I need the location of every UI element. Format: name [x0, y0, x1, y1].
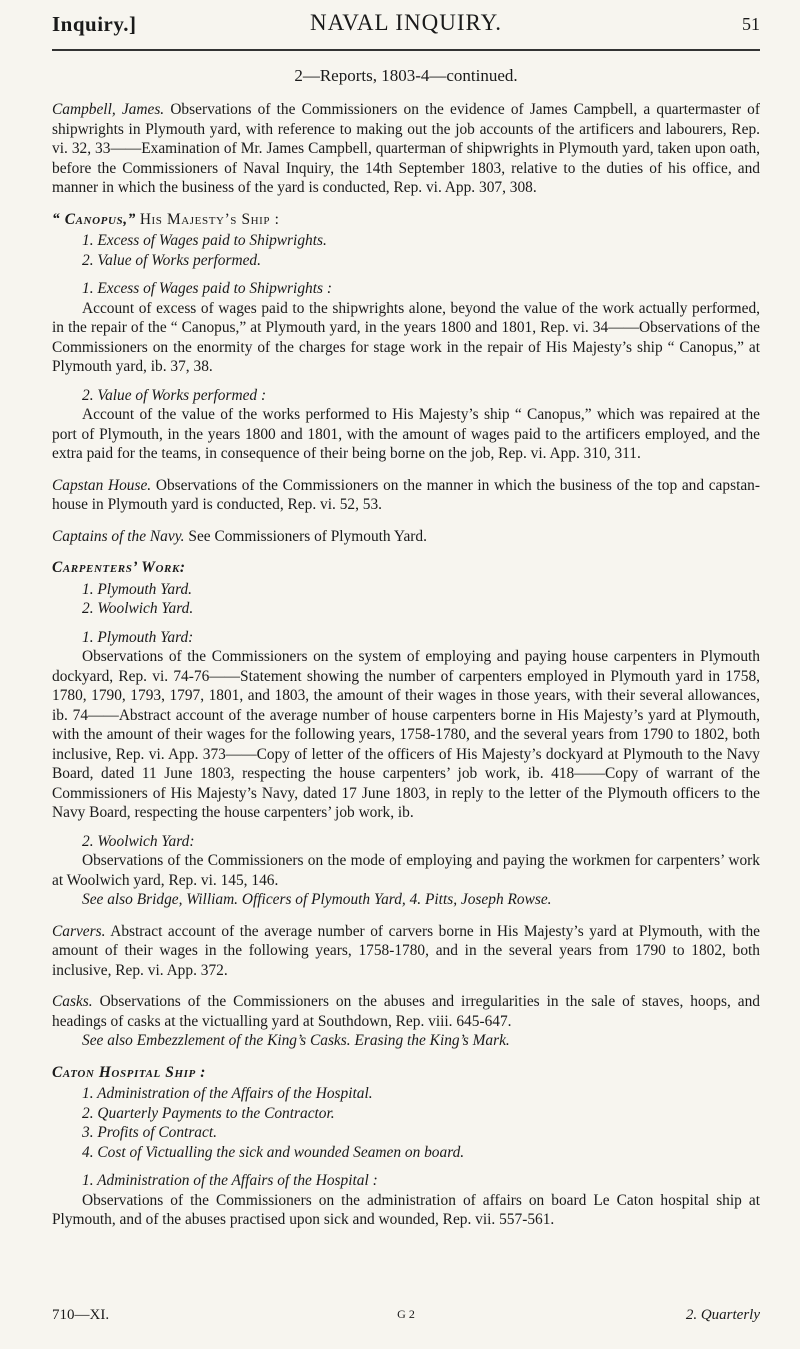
entry-campbell — [52, 100, 760, 198]
header-section-label: Inquiry.] — [52, 12, 137, 36]
footer-print-code: 710—XI. — [52, 1307, 110, 1323]
entry-campbell-text: Observations of the Commissioners on the evidence of James Campbell, a quartermaster of shipwrights in Plymouth yard, with reference to making out the job accounts of the artificers and labourers, Rep. vi. 32, 33——Examination of Mr. James Campbell, quarterman of shipwrights in Plymouth yard, taken upon oath, before the Commissioners of Naval Inquiry, the 14th September 1803, relative to the duties of his office, and manner in which the business of the yard is conducted, Rep. vi. App. 307, 308. — [52, 101, 760, 196]
entry-campbell-name: Campbell, James. — [52, 101, 165, 118]
list-item: 2. Quarterly Payments to the Contractor. — [82, 1104, 335, 1122]
carpenters-sub1-text: Observations of the Commissioners on the system of employing and paying house carpenters in Plymouth dockyard, Rep. vi. 74-76——Statement showing the number of carpenters employed in Plymouth yard in 1758, 1780, 1790, 1793, 1797, 1801, and 1803, the amount of their wages in those years, with their several allowances, ib. 74——Abstract account of the average number of house carpenters borne in His Majesty’s yard at Plymouth, with the amount of their wages for the following years, 1758-1780, and the several years from 1790 to 1802, both inclusive, Rep. vi. App. 373——Copy of letter of the officers of His Majesty’s dockyard at Plymouth to the Navy Board, dated 11 June 1803, respecting the house carpenters’ job work, ib. 418——Copy of warrant of the Commissioners of His Majesty’s Navy, dated 17 June 1803, in reply to the letter of the Plymouth officers to the Navy Board, respecting the house carpenters’ job work, ib. — [52, 648, 760, 821]
entry-carpenters-heading — [52, 558, 760, 578]
carpenters-sub2-text: Observations of the Commissioners on the mode of employing and paying the workmen for carpenters’ work at Woolwich yard, Rep. vi. 145, 146. — [52, 852, 760, 889]
carpenters-see-also: See also Bridge, William. Officers of Plymouth Yard, 4. Pitts, Joseph Rowse. — [82, 891, 552, 908]
entry-casks-text: Observations of the Commissioners on the abuses and irregularities in the sale of staves, hoops, and headings of casks at the victualling yard at Southdown, Rep. viii. 645-647. — [52, 993, 760, 1030]
caton-sub1-text: Observations of the Commissioners on the administration of affairs on board Le Caton hospital ship at Plymouth, and of the abuses practised upon sick and wounded, Rep. vii. 557-561. — [52, 1191, 760, 1228]
entry-captains-text: See Commissioners of Plymouth Yard. — [188, 527, 427, 545]
entry-capstan — [52, 476, 760, 515]
header-rule — [52, 49, 760, 51]
caton-sub1-title: 1. Administration of the Affairs of the Hospital : — [82, 1172, 378, 1189]
canopus-sub1-text: Account of excess of wages paid to the shipwrights alone, beyond the value of the work actually performed, in the repair of the “ Canopus,” at Plymouth yard, in the years 1800 and 1801, Rep. vi. 34——Observations of the Commissioners on the enormity of the charges for stage work in the repair of His Majesty’s ship “ Canopus,” at Plymouth yard, ib. 37, 38. — [52, 299, 760, 375]
list-item: 1. Excess of Wages paid to Shipwrights. — [82, 232, 327, 249]
list-item: 3. Profits of Contract. — [82, 1124, 217, 1141]
list-item: 2. Woolwich Yard. — [82, 600, 194, 617]
section-heading: 2—Reports, 1803-4—continued. — [294, 66, 518, 85]
entry-casks — [52, 992, 760, 1031]
page-number: 51 — [742, 14, 760, 34]
entry-capstan-name: Capstan House. — [52, 476, 152, 494]
entry-captains — [52, 527, 760, 547]
entry-carvers — [52, 922, 760, 981]
casks-see-also: See also Embezzlement of the King’s Casks. Erasing the King’s Mark. — [82, 1032, 510, 1049]
entry-casks-name: Casks. — [52, 993, 93, 1010]
running-head — [52, 0, 760, 50]
footer-signature-mark: G 2 — [397, 1307, 415, 1321]
entry-canopus-subtitle: His Majesty’s Ship : — [139, 210, 280, 228]
list-item: 2. Value of Works performed. — [82, 251, 261, 269]
caton-contents — [52, 1084, 760, 1162]
canopus-sub2-text: Account of the value of the works performed to His Majesty’s ship “ Canopus,” which was repaired at the port of Plymouth, in the years 1800 and 1801, with the amount of wages paid to the artificers employed, and the extra paid for the teams, in consequence of their being borne on the job, Rep. vi. App. 310, 311. — [52, 406, 760, 462]
entry-canopus-title: “ Canopus,” — [52, 210, 136, 228]
entry-carvers-text: Abstract account of the average number of carvers borne in His Majesty’s yard at Plymouth, with the amount of their wages in the following years, 1758-1780, and in the several years from 1790 to 1802, both inclusive, Rep. vi. App. 372. — [52, 922, 760, 979]
page-footer — [52, 1307, 760, 1327]
entry-carpenters-title: Carpenters’ Work: — [52, 559, 186, 576]
list-item: 1. Administration of the Affairs of the Hospital. — [82, 1085, 373, 1102]
carpenters-sub2-title: 2. Woolwich Yard: — [82, 832, 195, 850]
canopus-sub1-title: 1. Excess of Wages paid to Shipwrights : — [82, 280, 332, 297]
entry-captains-name: Captains of the Navy. — [52, 527, 185, 545]
carpenters-contents — [52, 580, 760, 619]
entry-caton-title: Caton Hospital Ship : — [52, 1063, 206, 1081]
entry-carvers-name: Carvers. — [52, 922, 106, 940]
entry-caton-heading — [52, 1063, 760, 1083]
entry-capstan-text: Observations of the Commissioners on the manner in which the business of the top and capstan-house in Plymouth yard is conducted, Rep. vi. 52, 53. — [52, 476, 761, 513]
carpenters-sub1-title: 1. Plymouth Yard: — [82, 628, 194, 646]
header-title: NAVAL INQUIRY. — [309, 10, 503, 35]
canopus-contents — [52, 231, 760, 270]
entry-canopus-heading — [52, 210, 760, 230]
list-item: 4. Cost of Victualling the sick and wounded Seamen on board. — [82, 1143, 465, 1161]
footer-catchword: 2. Quarterly — [685, 1307, 760, 1323]
list-item: 1. Plymouth Yard. — [82, 580, 193, 598]
canopus-sub2-title: 2. Value of Works performed : — [82, 386, 267, 404]
